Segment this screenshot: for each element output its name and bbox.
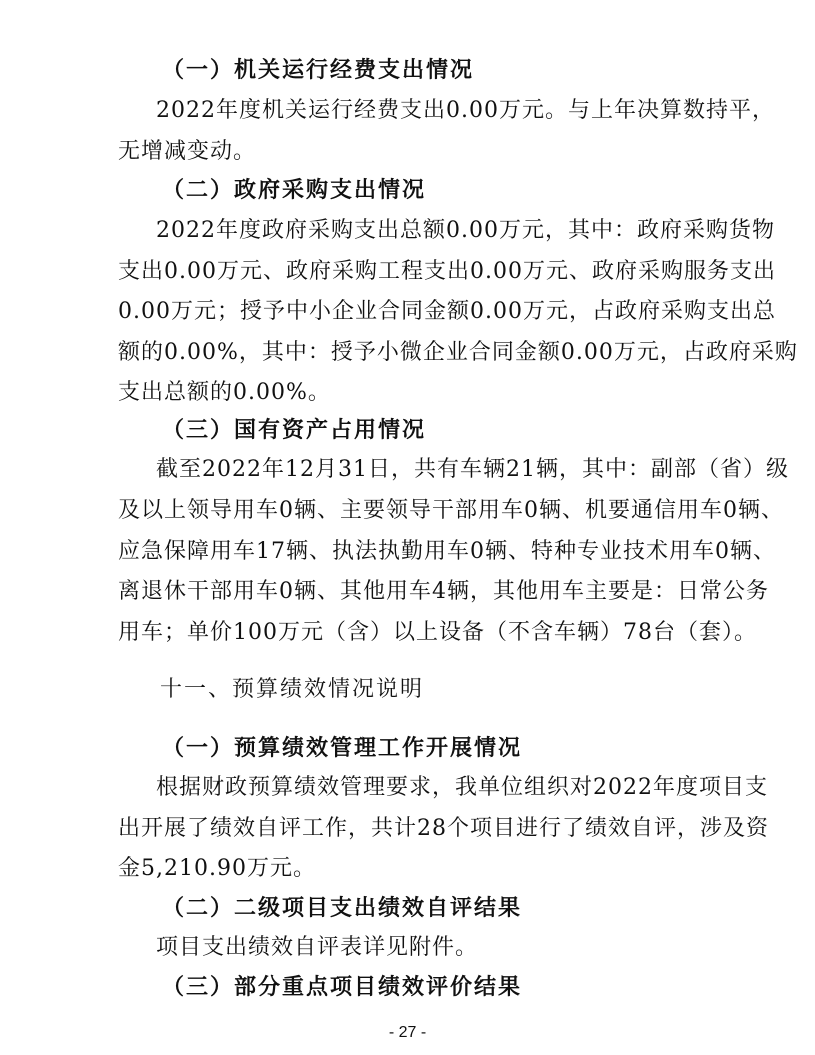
paragraph-line: 支出总额的0.00%。 (118, 380, 331, 405)
paragraph-line: 0.00万元；授予中小企业合同金额0.00万元，占政府采购支出总 (118, 299, 776, 324)
paragraph-line: 额的0.00%，其中：授予小微企业合同金额0.00万元，占政府采购 (118, 340, 798, 365)
paragraph-line: 出开展了绩效自评工作，共计28个项目进行了绩效自评，涉及资 (118, 816, 769, 841)
paragraph-line: 用车；单价100万元（含）以上设备（不含车辆）78台（套）。 (118, 620, 757, 645)
paragraph-line: 截至2022年12月31日，共有车辆21辆，其中：副部（省）级 (156, 457, 789, 482)
section-heading-state-assets: （三）国有资产占用情况 (162, 417, 427, 443)
section-heading-operating-expenses: （一）机关运行经费支出情况 (162, 57, 475, 83)
paragraph-line: 及以上领导用车0辆、主要领导干部用车0辆、机要通信用车0辆、 (118, 498, 784, 523)
paragraph-line: 项目支出绩效自评表详见附件。 (156, 935, 479, 960)
section-heading-self-evaluation: （二）二级项目支出绩效自评结果 (162, 895, 523, 921)
paragraph-line: 支出0.00万元、政府采购工程支出0.00万元、政府采购服务支出 (118, 259, 776, 284)
paragraph-line: 金5,210.90万元。 (118, 856, 316, 881)
paragraph-line: 根据财政预算绩效管理要求，我单位组织对2022年度项目支 (156, 775, 768, 800)
page-number: - 27 - (388, 1024, 427, 1041)
major-heading-budget-performance: 十一、预算绩效情况说明 (160, 677, 425, 702)
section-heading-key-project-evaluation: （三）部分重点项目绩效评价结果 (162, 974, 523, 1000)
paragraph-line: 2022年度机关运行经费支出0.00万元。与上年决算数持平， (156, 98, 775, 123)
paragraph-line: 离退休干部用车0辆、其他用车4辆，其他用车主要是：日常公务 (118, 579, 769, 604)
section-heading-performance-management: （一）预算绩效管理工作开展情况 (162, 735, 523, 761)
paragraph-line: 无增减变动。 (118, 139, 257, 164)
section-heading-government-procurement: （二）政府采购支出情况 (162, 177, 427, 203)
paragraph-line: 应急保障用车17辆、执法执勤用车0辆、特种专业技术用车0辆、 (118, 539, 776, 564)
paragraph-line: 2022年度政府采购支出总额0.00万元，其中：政府采购货物 (156, 218, 775, 243)
